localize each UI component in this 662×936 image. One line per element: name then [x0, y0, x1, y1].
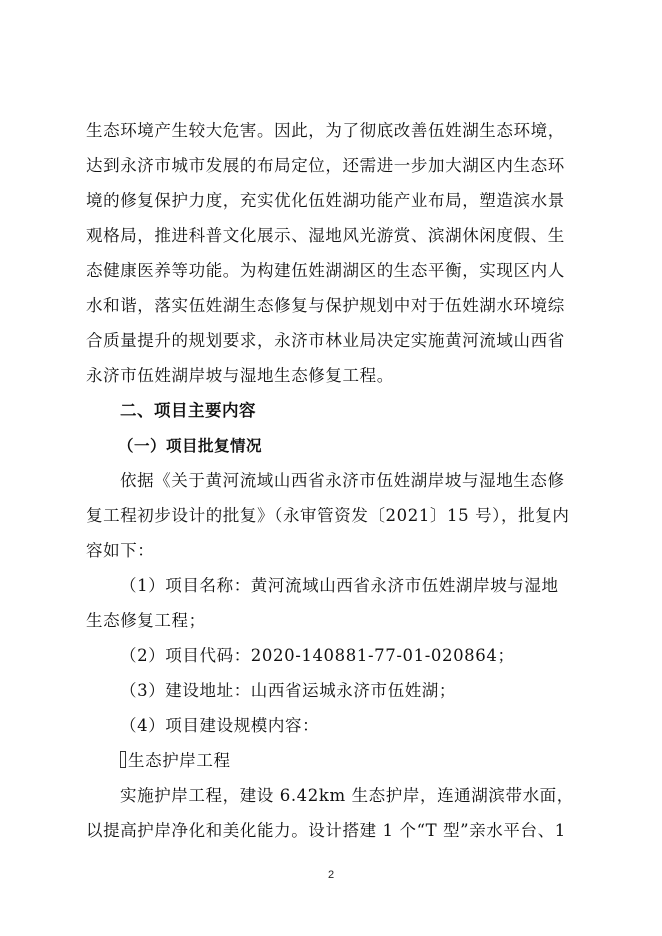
paragraph-line: 水和谐，落实伍姓湖生态修复与保护规划中对于伍姓湖水环境综: [86, 296, 565, 315]
paragraph-line: 永济市伍姓湖岸坡与湿地生态修复工程。: [86, 366, 394, 385]
paragraph-line: 观格局，推进科普文化展示、湿地风光游赏、滨湖休闲度假、生: [86, 226, 565, 245]
list-item: （4）项目建设规模内容：: [120, 716, 320, 735]
paragraph-line: 依据《关于黄河流域山西省永济市伍姓湖岸坡与湿地生态修: [120, 471, 565, 490]
page-number: 2: [327, 869, 335, 881]
list-item: （3）建设地址：山西省运城永济市伍姓湖；: [120, 681, 456, 700]
paragraph-line: 复工程初步设计的批复》（永审管资发〔2021〕15 号），批复内: [86, 506, 570, 525]
paragraph-line: 达到永济市城市发展的布局定位，还需进一步加大湖区内生态环: [86, 156, 565, 175]
section-heading: 二、项目主要内容: [120, 401, 256, 420]
subsection-heading: （一）项目批复情况: [118, 436, 263, 455]
paragraph-line: 境的修复保护力度，充实优化伍姓湖功能产业布局，塑造滨水景: [86, 191, 565, 210]
list-item-continuation: 生态修复工程；: [86, 611, 206, 630]
list-item: （1）项目名称：黄河流域山西省永济市伍姓湖岸坡与湿地: [120, 576, 559, 595]
paragraph-line: 合质量提升的规划要求，永济市林业局决定实施黄河流域山西省: [86, 331, 565, 350]
paragraph-line: 生态环境产生较大危害。因此，为了彻底改善伍姓湖生态环境，: [86, 121, 565, 140]
paragraph-line: 态健康医养等功能。为构建伍姓湖湖区的生态平衡，实现区内人: [86, 261, 565, 280]
list-item: （2）项目代码：2020-140881-77-01-020864；: [120, 646, 515, 665]
paragraph-line: 以提高护岸净化和美化能力。设计搭建 1 个“T 型”亲水平台、1: [86, 821, 566, 840]
paragraph-line: 实施护岸工程，建设 6.42km 生态护岸，连通湖滨带水面，: [120, 786, 574, 805]
list-item-label: 生态护岸工程: [128, 751, 231, 770]
paragraph-line: 容如下：: [86, 541, 155, 560]
missing-glyph-icon: [120, 751, 126, 768]
list-item: [120, 751, 231, 771]
